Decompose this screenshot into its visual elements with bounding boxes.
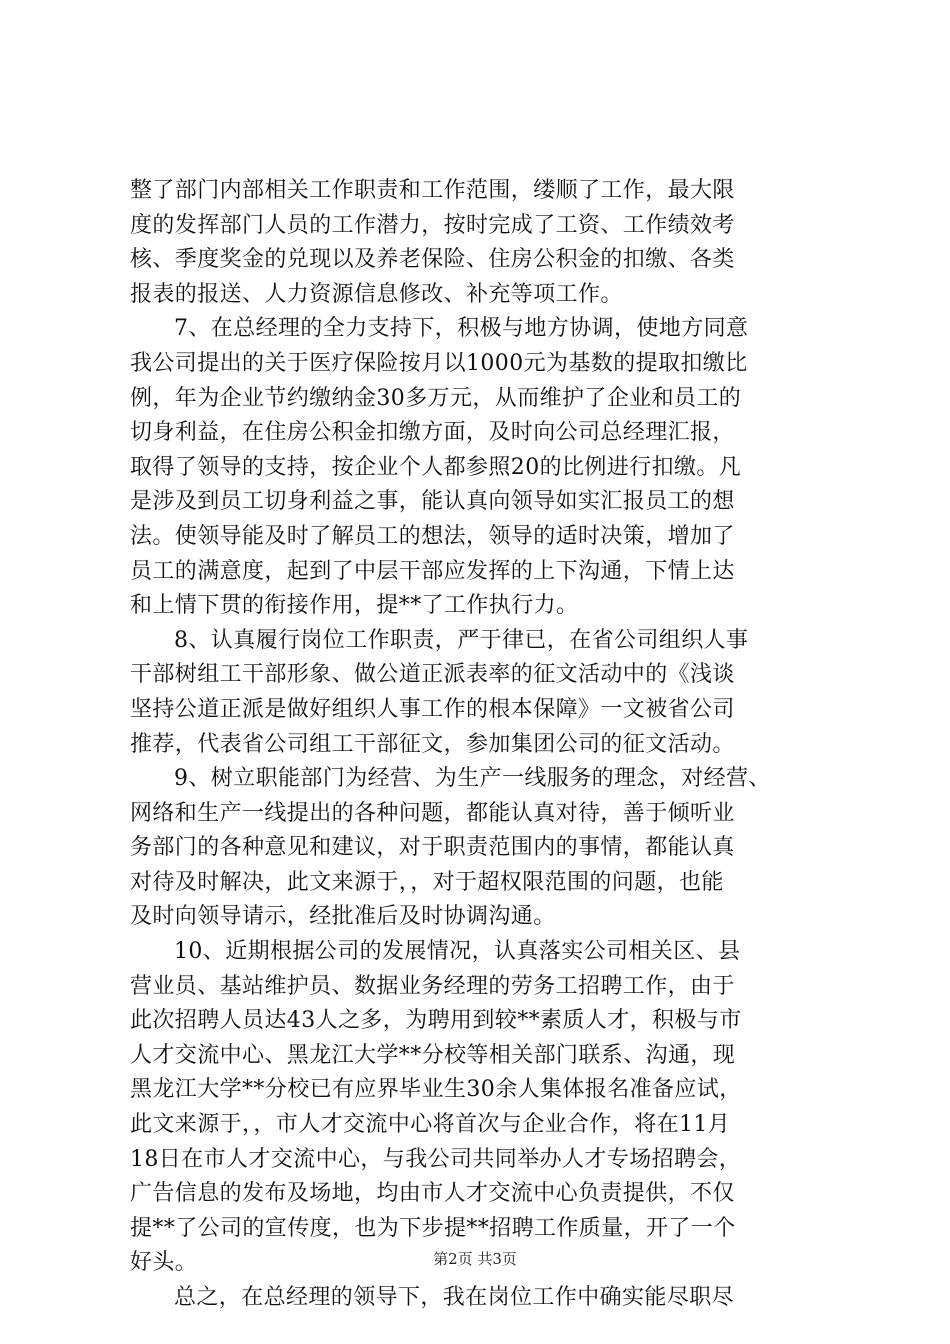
text-line: 营业员、基站维护员、数据业务经理的劳务工招聘工作，由于 bbox=[130, 973, 735, 999]
text-line: 是涉及到员工切身利益之事，能认真向领导如实汇报员工的想 bbox=[130, 489, 735, 515]
text-line: 度的发挥部门人员的工作潜力，按时完成了工资、工作绩效考 bbox=[130, 212, 735, 238]
text-line: 7、在总经理的全力支持下，积极与地方协调，使地方同意 bbox=[174, 316, 749, 342]
text-line: 务部门的各种意见和建议，对于职责范围内的事情，都能认真 bbox=[130, 835, 735, 861]
text-line: 18日在市人才交流中心，与我公司共同举办人才专场招聘会， bbox=[130, 1146, 742, 1172]
text-line: 核、季度奖金的兑现以及养老保险、住房公积金的扣缴、各类 bbox=[130, 247, 735, 273]
page-footer: 第2页 共3页 bbox=[433, 1250, 517, 1268]
text-line: 及时向领导请示，经批准后及时协调沟通。 bbox=[130, 904, 556, 930]
text-line: 10、近期根据公司的发展情况，认真落实公司相关区、县 bbox=[174, 939, 741, 965]
text-line: 例，年为企业节约缴纳金30多万元，从而维护了企业和员工的 bbox=[130, 385, 742, 411]
text-line: 人才交流中心、黑龙江大学**分校等相关部门联系、沟通，现 bbox=[130, 1042, 736, 1068]
text-line: 广告信息的发布及场地，均由市人才交流中心负责提供，不仅 bbox=[130, 1181, 735, 1207]
text-line: 坚持公道正派是做好组织人事工作的根本保障》一文被省公司 bbox=[130, 696, 735, 722]
text-line: 报表的报送、人力资源信息修改、补充等项工作。 bbox=[130, 281, 623, 307]
text-line: 8、认真履行岗位工作职责，严于律已，在省公司组织人事 bbox=[174, 627, 749, 653]
document-body bbox=[130, 174, 830, 1316]
text-line: 总之，在总经理的领导下，我在岗位工作中确实能尽职尽 bbox=[174, 1285, 735, 1310]
text-line: 此文来源于，，市人才交流中心将首次与企业合作，将在11月 bbox=[130, 1112, 731, 1138]
text-line: 切身利益，在住房公积金扣缴方面，及时向公司总经理汇报， bbox=[130, 420, 735, 446]
text-line: 9、树立职能部门为经营、为生产一线服务的理念，对经营、 bbox=[174, 766, 771, 792]
text-line: 推荐，代表省公司组工干部征文，参加集团公司的征文活动。 bbox=[130, 731, 735, 757]
text-line: 干部树组工干部形象、做公道正派表率的征文活动中的《浅谈 bbox=[130, 662, 735, 688]
text-line: 和上情下贯的衔接作用，提**了工作执行力。 bbox=[130, 593, 579, 619]
text-line: 取得了领导的支持，按企业个人都参照20的比例进行扣缴。凡 bbox=[130, 454, 742, 480]
text-line: 员工的满意度，起到了中层干部应发挥的上下沟通，下情上达 bbox=[130, 558, 735, 584]
text-line: 此次招聘人员达43人之多，为聘用到较**素质人才，积极与市 bbox=[130, 1008, 742, 1034]
text-line: 整了部门内部相关工作职责和工作范围，缕顺了工作，最大限 bbox=[130, 178, 735, 203]
text-line: 好头。 bbox=[130, 1250, 198, 1276]
text-line: 网络和生产一线提出的各种问题，都能认真对待，善于倾听业 bbox=[130, 800, 735, 826]
text-line: 我公司提出的关于医疗保险按月以1000元为基数的提取扣缴比 bbox=[130, 350, 748, 376]
text-line: 对待及时解决，此文来源于，，对于超权限范围的问题，也能 bbox=[130, 869, 724, 895]
text-line: 提**了公司的宣传度，也为下步提**招聘工作质量，开了一个 bbox=[130, 1215, 736, 1241]
text-line: 法。使领导能及时了解员工的想法，领导的适时决策，增加了 bbox=[130, 523, 735, 549]
text-line: 黑龙江大学**分校已有应界毕业生30余人集体报名准备应试， bbox=[130, 1077, 742, 1103]
